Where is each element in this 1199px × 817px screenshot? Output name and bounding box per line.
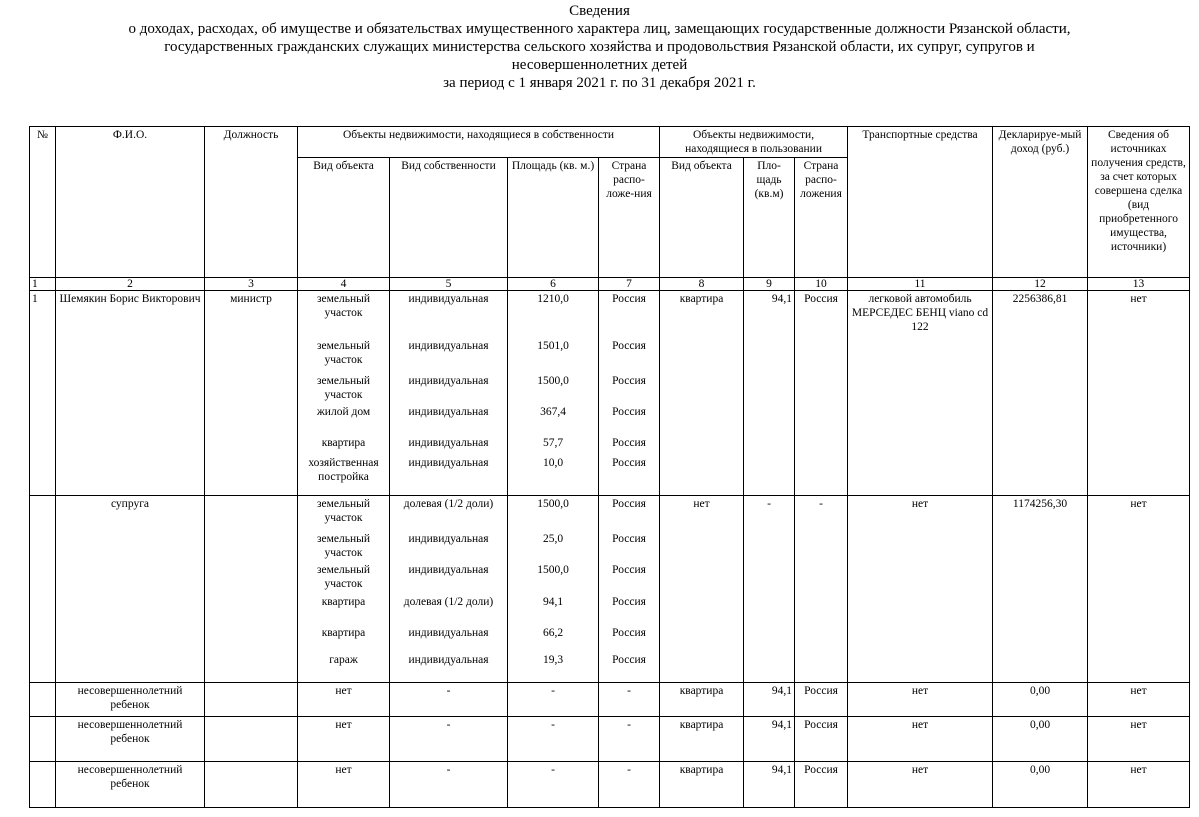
child-owned-type: нет: [298, 683, 390, 717]
child-vehicles: нет: [848, 762, 993, 808]
row-number: 1: [30, 291, 56, 496]
col-number: 12: [993, 278, 1088, 291]
owned-country: Россия: [612, 375, 646, 387]
col-owned-area-header: Площадь (кв. м.): [508, 158, 599, 278]
col-number: 13: [1088, 278, 1190, 291]
spouse-income: 1174256,30: [993, 496, 1088, 683]
child-area: -: [508, 762, 599, 808]
owned-country: Россия: [612, 498, 646, 510]
spouse-owned-country: [599, 496, 660, 683]
child-owned-type: нет: [298, 717, 390, 762]
heading-line-2: о доходах, расходах, об имуществе и обязательствах имущественного характера лиц, замещающих государственные должности Рязанской области,: [128, 21, 1071, 37]
spouse-sources: нет: [1088, 496, 1190, 683]
col-owned-type-header: Вид объекта: [298, 158, 390, 278]
declaration-table: [29, 126, 1190, 808]
col-number: 8: [660, 278, 744, 291]
owned-country: Россия: [612, 627, 646, 639]
owned-type: жилой дом: [316, 406, 371, 418]
child-used-area: 94,1: [744, 683, 795, 717]
owned-type: земельный участок: [316, 375, 371, 401]
row-number: [30, 496, 56, 683]
header-row-1: [30, 127, 1190, 158]
col-owned-ownership-header: Вид собственности: [390, 158, 508, 278]
table-row-child: [30, 683, 1190, 717]
person-used-country: Россия: [795, 291, 848, 496]
col-number: 3: [205, 278, 298, 291]
person-used-type: квартира: [660, 291, 744, 496]
child-country: -: [599, 762, 660, 808]
owned-type: квартира: [321, 596, 366, 608]
col-vehicles-header: Транспортные средства: [848, 127, 993, 278]
owned-ownership: индивидуальная: [408, 340, 489, 352]
child-position: [205, 683, 298, 717]
spouse-owned-ownership: [390, 496, 508, 683]
child-used-type: квартира: [660, 683, 744, 717]
child-used-type: квартира: [660, 762, 744, 808]
owned-ownership: индивидуальная: [408, 375, 489, 387]
owned-country: Россия: [612, 533, 646, 545]
col-position-header: Должность: [205, 127, 298, 278]
owned-ownership: индивидуальная: [408, 533, 489, 545]
child-used-area: 94,1: [744, 762, 795, 808]
spouse-fio: супруга: [56, 496, 205, 683]
owned-ownership: индивидуальная: [408, 293, 489, 305]
col-number: 7: [599, 278, 660, 291]
child-country: -: [599, 683, 660, 717]
col-number: 9: [744, 278, 795, 291]
owned-area: 1500,0: [537, 564, 569, 576]
owned-country: Россия: [612, 457, 646, 469]
child-ownership: -: [390, 683, 508, 717]
child-used-country: Россия: [795, 762, 848, 808]
owned-ownership: долевая (1/2 доли): [403, 596, 494, 608]
person-used-area: 94,1: [744, 291, 795, 496]
spouse-owned-types: [298, 496, 390, 683]
person-vehicles: легковой автомобиль МЕРСЕДЕС БЕНЦ viano cd 122: [848, 291, 993, 496]
person-sources: нет: [1088, 291, 1190, 496]
owned-country: Россия: [612, 437, 646, 449]
owned-ownership: индивидуальная: [408, 457, 489, 469]
col-used-group-header: Объекты недвижимости, находящиеся в пользовании: [660, 127, 848, 158]
table-row-person: [30, 291, 1190, 496]
owned-area: 57,7: [542, 437, 564, 449]
col-number: 5: [390, 278, 508, 291]
owned-country: Россия: [612, 564, 646, 576]
col-num-header: №: [30, 127, 56, 278]
table-row-child: [30, 762, 1190, 808]
spouse-vehicles: нет: [848, 496, 993, 683]
child-income: 0,00: [993, 683, 1088, 717]
owned-type: земельный участок: [316, 340, 371, 366]
owned-ownership: долевая (1/2 доли): [403, 498, 494, 510]
heading-title: Сведения: [569, 3, 630, 19]
owned-type: хозяйственная постройка: [308, 457, 379, 483]
owned-type: земельный участок: [316, 564, 371, 590]
owned-area: 1500,0: [537, 498, 569, 510]
col-number: 1: [30, 278, 56, 291]
owned-type: квартира: [321, 437, 366, 449]
person-income: 2256386,81: [993, 291, 1088, 496]
owned-country: Россия: [612, 596, 646, 608]
owned-country: Россия: [612, 293, 646, 305]
child-income: 0,00: [993, 717, 1088, 762]
spouse-used-country: -: [795, 496, 848, 683]
child-used-type: квартира: [660, 717, 744, 762]
col-sources-header: Сведения об источниках получения средств, за счет которых совершена сделка (вид приобретенного имущества, источники): [1088, 127, 1190, 278]
owned-ownership: индивидуальная: [408, 406, 489, 418]
col-owned-country-header: Страна распо-ложе-ния: [599, 158, 660, 278]
col-number: 6: [508, 278, 599, 291]
child-fio: несовершеннолетний ребенок: [56, 762, 205, 808]
person-owned-area: [508, 291, 599, 496]
child-sources: нет: [1088, 683, 1190, 717]
owned-area: 1501,0: [537, 340, 569, 352]
owned-area: 1500,0: [537, 375, 569, 387]
col-number: 2: [56, 278, 205, 291]
owned-ownership: индивидуальная: [408, 437, 489, 449]
col-fio-header: Ф.И.О.: [56, 127, 205, 278]
col-used-type-header: Вид объекта: [660, 158, 744, 278]
child-owned-type: нет: [298, 762, 390, 808]
owned-ownership: индивидуальная: [408, 564, 489, 576]
col-number: 11: [848, 278, 993, 291]
owned-ownership: индивидуальная: [408, 654, 489, 666]
child-area: -: [508, 683, 599, 717]
owned-area: 10,0: [542, 457, 564, 469]
child-income: 0,00: [993, 762, 1088, 808]
heading-period: за период с 1 января 2021 г. по 31 декабря 2021 г.: [443, 75, 756, 91]
owned-country: Россия: [612, 340, 646, 352]
owned-type: земельный участок: [316, 498, 371, 524]
col-number: 10: [795, 278, 848, 291]
child-sources: нет: [1088, 717, 1190, 762]
owned-type: земельный участок: [316, 293, 371, 319]
owned-type: земельный участок: [316, 533, 371, 559]
child-sources: нет: [1088, 762, 1190, 808]
child-used-country: Россия: [795, 683, 848, 717]
spouse-position: [205, 496, 298, 683]
col-number: 4: [298, 278, 390, 291]
owned-country: Россия: [612, 406, 646, 418]
person-fio: Шемякин Борис Викторович: [56, 291, 205, 496]
row-number: [30, 717, 56, 762]
child-country: -: [599, 717, 660, 762]
owned-type: гараж: [329, 654, 358, 666]
col-owned-group-header: Объекты недвижимости, находящиеся в собственности: [298, 127, 660, 158]
person-owned-ownership: [390, 291, 508, 496]
owned-area: 367,4: [540, 406, 566, 418]
child-fio: несовершеннолетний ребенок: [56, 717, 205, 762]
child-vehicles: нет: [848, 683, 993, 717]
spouse-owned-area: [508, 496, 599, 683]
owned-area: 66,2: [542, 627, 564, 639]
owned-type: квартира: [321, 627, 366, 639]
owned-area: 94,1: [542, 596, 564, 608]
owned-ownership: индивидуальная: [408, 627, 489, 639]
child-area: -: [508, 717, 599, 762]
heading-line-3: государственных гражданских служащих министерства сельского хозяйства и продовольствия Рязанской области, их супруг, супругов и: [164, 39, 1035, 55]
table-row-spouse: [30, 496, 1190, 683]
child-ownership: -: [390, 762, 508, 808]
col-used-area-header: Пло-щадь (кв.м): [744, 158, 795, 278]
child-ownership: -: [390, 717, 508, 762]
document-heading: [0, 2, 1199, 92]
owned-area: 19,3: [542, 654, 564, 666]
spouse-used-area: -: [744, 496, 795, 683]
child-used-area: 94,1: [744, 717, 795, 762]
child-fio: несовершеннолетний ребенок: [56, 683, 205, 717]
child-vehicles: нет: [848, 717, 993, 762]
child-position: [205, 717, 298, 762]
spouse-used-type: нет: [660, 496, 744, 683]
row-number: [30, 683, 56, 717]
owned-area: 25,0: [542, 533, 564, 545]
col-income-header: Декларируе-мый доход (руб.): [993, 127, 1088, 278]
person-position: министр: [205, 291, 298, 496]
heading-line-4: несовершеннолетних детей: [511, 57, 688, 73]
row-number: [30, 762, 56, 808]
person-owned-country: [599, 291, 660, 496]
column-numbers-row: [30, 278, 1190, 291]
person-owned-types: [298, 291, 390, 496]
table-row-child: [30, 717, 1190, 762]
child-used-country: Россия: [795, 717, 848, 762]
child-position: [205, 762, 298, 808]
owned-area: 1210,0: [537, 293, 569, 305]
col-used-country-header: Страна распо-ложения: [795, 158, 848, 278]
owned-country: Россия: [612, 654, 646, 666]
